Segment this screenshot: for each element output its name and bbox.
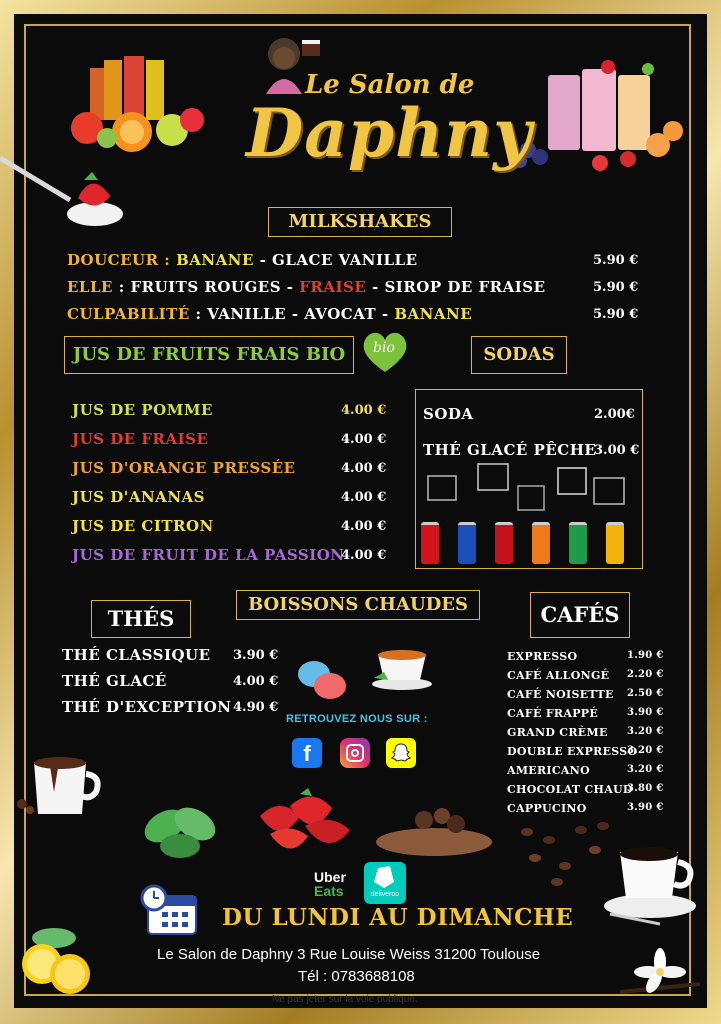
soda-name: SODA	[423, 405, 474, 423]
smoothies-icon	[508, 55, 688, 175]
juice-price: 4.00 €	[341, 403, 387, 418]
tea-name: THÉ D'EXCEPTION	[62, 698, 232, 716]
coffee-name: CAPPUCINO	[507, 802, 587, 815]
juices-title: JUS DE FRUITS FRAIS BIO	[64, 336, 354, 374]
coffee-price: 3.90 €	[627, 802, 664, 813]
coffee-price: 3.20 €	[627, 745, 664, 756]
tea-price: 4.00 €	[233, 674, 279, 689]
coffee-price: 3.20 €	[627, 764, 664, 775]
milkshake-ingredients: BANANE	[394, 305, 473, 323]
opening-days: DU LUNDI AU DIMANCHE	[222, 904, 574, 931]
chat-bubbles-icon	[296, 658, 348, 702]
soda-price: 3.00 €	[594, 443, 640, 458]
coffee-price: 1.90 €	[627, 650, 664, 661]
coffee-price: 2.50 €	[627, 688, 664, 699]
soda-can-icon	[606, 522, 624, 564]
coffee-price: 2.20 €	[627, 669, 664, 680]
soda-can-icon	[421, 522, 439, 564]
milkshake-name: ELLE	[67, 278, 113, 296]
soda-name: THÉ GLACÉ PÊCHE	[423, 441, 597, 459]
tea-price: 4.90 €	[233, 700, 279, 715]
soda-price: 2.00€	[594, 407, 635, 422]
milkshake-ingredients: : FRUITS ROUGES -	[112, 278, 300, 296]
milkshake-price: 5.90 €	[593, 280, 639, 295]
cafes-title: CAFÉS	[530, 592, 630, 638]
calendar-icon	[140, 884, 200, 936]
coffee-price: 3.90 €	[627, 707, 664, 718]
juice-name: JUS DE POMME	[72, 401, 213, 419]
tea-name: THÉ CLASSIQUE	[62, 646, 211, 664]
coffee-name: EXPRESSO	[507, 650, 578, 663]
coffee-name: CAFÉ ALLONGÉ	[507, 669, 610, 682]
address: Le Salon de Daphny 3 Rue Louise Weiss 31200 Toulouse	[157, 946, 541, 963]
soda-can-icon	[458, 522, 476, 564]
juice-name: JUS D'ANANAS	[72, 488, 206, 506]
thes-title: THÉS	[91, 600, 191, 638]
milkshake-ingredients: - SIROP DE FRAISE	[366, 278, 546, 296]
juice-price: 4.00 €	[341, 432, 387, 447]
coffee-name: CHOCOLAT CHAUD	[507, 783, 633, 796]
milkshake-row	[67, 278, 546, 296]
coffee-price: 3.80 €	[627, 783, 664, 794]
milkshake-price: 5.90 €	[593, 253, 639, 268]
disposal-notice: Ne pas jeter sur la voie publique.	[272, 994, 418, 1005]
hot-drinks-title: BOISSONS CHAUDES	[236, 590, 480, 620]
instagram-icon[interactable]	[340, 738, 370, 768]
brand-line1: Le Salon de	[305, 70, 475, 100]
strawberries-icon	[250, 786, 360, 861]
brand-line2: Daphny	[246, 94, 533, 172]
coffee-name: AMERICANO	[507, 764, 591, 777]
uber-line1: Uber	[314, 869, 346, 885]
coffee-cup-icon	[600, 838, 700, 928]
milkshake-name: CULPABILITÉ	[67, 305, 190, 323]
milkshake-ingredients: BANANE	[170, 251, 254, 269]
juice-name: JUS D'ORANGE PRESSÉE	[72, 459, 296, 477]
coffee-name: CAFÉ NOISETTE	[507, 688, 614, 701]
tea-name: THÉ GLACÉ	[62, 672, 167, 690]
juice-price: 4.00 €	[341, 519, 387, 534]
facebook-icon[interactable]: f	[292, 738, 322, 768]
milkshake-ingredients: FRAISE	[299, 278, 367, 296]
coffee-price: 3.20 €	[627, 726, 664, 737]
lemons-icon	[14, 920, 104, 1000]
fruit-juices-icon	[62, 50, 212, 155]
bio-label: bio	[373, 340, 395, 356]
sodas-title: SODAS	[471, 336, 567, 374]
milkshake-row	[67, 305, 472, 323]
hot-chocolate-cup-icon	[10, 752, 105, 827]
soda-can-icon	[569, 522, 587, 564]
milkshake-ingredients: - GLACE VANILLE	[253, 251, 418, 269]
strawberry-spoon-icon	[0, 150, 130, 230]
milkshakes-title: MILKSHAKES	[268, 207, 452, 237]
deliveroo-logo[interactable]	[364, 862, 406, 904]
milkshake-ingredients: : VANILLE - AVOCAT -	[189, 305, 395, 323]
juice-name: JUS DE CITRON	[72, 517, 214, 535]
milkshake-name: DOUCEUR :	[67, 251, 171, 269]
soda-can-icon	[532, 522, 550, 564]
cocoa-truffles-icon	[372, 800, 497, 860]
snapchat-icon[interactable]	[386, 738, 416, 768]
milkshake-row	[67, 251, 418, 269]
soda-can-icon	[495, 522, 513, 564]
social-label: RETROUVEZ NOUS SUR :	[286, 713, 428, 725]
mint-leaves-icon	[135, 796, 225, 866]
juice-name: JUS DE FRAISE	[72, 430, 209, 448]
juice-price: 4.00 €	[341, 548, 387, 563]
coffee-name: CAFÉ FRAPPÉ	[507, 707, 599, 720]
coffee-name: DOUBLE EXPRESSO	[507, 745, 638, 758]
juice-price: 4.00 €	[341, 490, 387, 505]
juice-name: JUS DE FRUIT DE LA PASSION	[72, 546, 345, 564]
tea-cup-icon	[370, 640, 436, 692]
tea-price: 3.90 €	[233, 648, 279, 663]
ice-cubes-icon	[418, 458, 640, 518]
milkshake-price: 5.90 €	[593, 307, 639, 322]
deliveroo-label: deliveroo	[370, 891, 400, 898]
coffee-name: GRAND CRÈME	[507, 726, 608, 739]
phone: Tél : 0783688108	[298, 968, 415, 985]
uber-line2: Eats	[314, 883, 344, 899]
vanilla-flower-icon	[620, 948, 700, 1003]
juice-price: 4.00 €	[341, 461, 387, 476]
uber-eats-logo[interactable]	[314, 870, 346, 898]
